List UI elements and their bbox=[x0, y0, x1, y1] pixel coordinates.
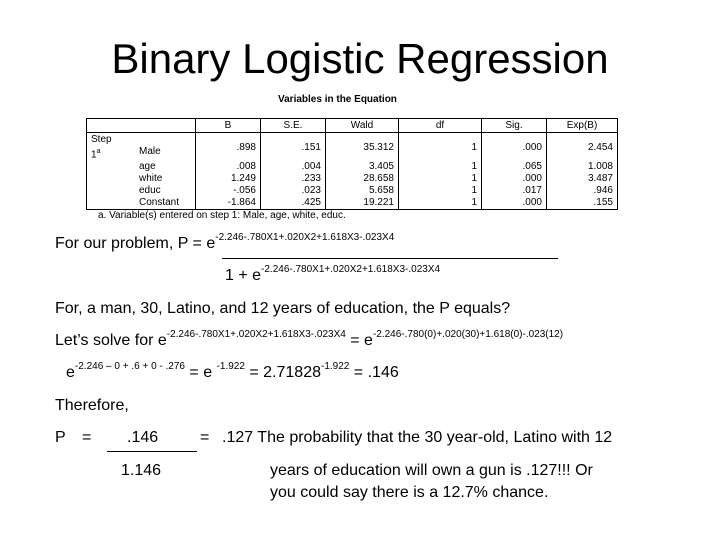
fraction-bar bbox=[222, 258, 558, 259]
table-cell: 28.658 bbox=[326, 173, 399, 185]
result-fraction-bar bbox=[107, 451, 197, 452]
numerator: .146 bbox=[127, 429, 159, 446]
step-cell bbox=[87, 185, 196, 197]
solve-middle: = e bbox=[345, 332, 373, 349]
variable-name: Male bbox=[139, 146, 161, 157]
calc-exponent-1: -2.246 – 0 + .6 + 0 - .276 bbox=[74, 361, 185, 372]
table-cell: .151 bbox=[261, 133, 326, 162]
table-cell: 1 bbox=[399, 185, 482, 197]
table-cell: 1 bbox=[399, 197, 482, 210]
step-footnote-marker: a bbox=[96, 148, 101, 155]
table-row bbox=[87, 161, 618, 173]
table-cell: .023 bbox=[261, 185, 326, 197]
denominator-prefix: 1 + e bbox=[225, 267, 262, 284]
calc-middle-2: = 2.71828 bbox=[244, 364, 321, 381]
step-label bbox=[87, 133, 196, 162]
equals-2: = bbox=[200, 429, 210, 446]
step-cell bbox=[87, 173, 196, 185]
table-cell: 3.405 bbox=[326, 161, 399, 173]
calculation-line bbox=[66, 361, 399, 381]
header-blank bbox=[87, 119, 196, 133]
denominator: 1.146 bbox=[121, 462, 162, 479]
solve-exponent-1: -2.246-.780X1+.020X2+1.618X3-.023X4 bbox=[166, 329, 346, 340]
table-cell: 5.658 bbox=[326, 185, 399, 197]
step-text: Step 1 bbox=[91, 134, 112, 161]
table-cell: .000 bbox=[482, 133, 547, 162]
table-cell: .065 bbox=[482, 161, 547, 173]
variable-name: age bbox=[139, 161, 156, 173]
denominator-line bbox=[225, 264, 441, 284]
result-line-3: you could say there is a 12.7% chance. bbox=[270, 484, 549, 501]
table-row bbox=[87, 185, 618, 197]
table-row bbox=[87, 173, 618, 185]
calc-e: e bbox=[66, 364, 75, 381]
table-cell: .425 bbox=[261, 197, 326, 210]
problem-prefix: For our problem, P = e bbox=[55, 235, 216, 252]
header-se: S.E. bbox=[261, 119, 326, 133]
variable-name: white bbox=[139, 173, 163, 185]
table-cell: 1 bbox=[399, 133, 482, 162]
table-cell: 3.487 bbox=[547, 173, 618, 185]
table-cell: .004 bbox=[261, 161, 326, 173]
variable-name: Constant bbox=[139, 197, 180, 209]
slide-title: Binary Logistic Regression bbox=[111, 35, 609, 82]
table-row bbox=[87, 133, 618, 162]
table-cell: -.056 bbox=[196, 185, 261, 197]
equals-1: = bbox=[82, 429, 92, 446]
coefficients-table bbox=[86, 118, 618, 210]
table-header-row bbox=[87, 119, 618, 133]
solve-line bbox=[55, 329, 564, 349]
denominator-exponent: -2.246-.780X1+.020X2+1.618X3-.023X4 bbox=[261, 264, 441, 275]
calc-exponent-2: -1.922 bbox=[216, 361, 245, 372]
p-label: P bbox=[55, 429, 66, 446]
calc-middle-1: = e bbox=[184, 364, 217, 381]
step-cell bbox=[87, 197, 196, 210]
result-line-2: years of education will own a gun is .127!!! Or bbox=[270, 462, 593, 479]
result-line-1: .127 The probability that the 30 year-old, Latino with 12 bbox=[222, 429, 613, 446]
table-cell: .946 bbox=[547, 185, 618, 197]
header-wald: Wald bbox=[326, 119, 399, 133]
table-cell: 2.454 bbox=[547, 133, 618, 162]
table-cell: .017 bbox=[482, 185, 547, 197]
table-cell: .000 bbox=[482, 197, 547, 210]
header-df: df bbox=[399, 119, 482, 133]
table-footnote: a. Variable(s) entered on step 1: Male, age, white, educ. bbox=[98, 210, 346, 221]
table-cell: 35.312 bbox=[326, 133, 399, 162]
calc-exponent-3: -1.922 bbox=[321, 361, 350, 372]
question-line: For, a man, 30, Latino, and 12 years of education, the P equals? bbox=[55, 300, 511, 317]
table-cell: 1 bbox=[399, 161, 482, 173]
calc-end: = .146 bbox=[349, 364, 399, 381]
table-cell: -1.864 bbox=[196, 197, 261, 210]
table-cell: .000 bbox=[482, 173, 547, 185]
table-cell: 1 bbox=[399, 173, 482, 185]
table-title: Variables in the Equation bbox=[278, 94, 397, 105]
table-cell: 19.221 bbox=[326, 197, 399, 210]
solve-prefix: Let’s solve for e bbox=[55, 332, 167, 349]
variable-name: educ bbox=[139, 185, 161, 197]
table-cell: .233 bbox=[261, 173, 326, 185]
solve-exponent-2: -2.246-.780(0)+.020(30)+1.618(0)-.023(12) bbox=[372, 329, 564, 340]
header-b: B bbox=[196, 119, 261, 133]
table-cell: .155 bbox=[547, 197, 618, 210]
table-cell: 1.249 bbox=[196, 173, 261, 185]
header-expb: Exp(B) bbox=[547, 119, 618, 133]
table-row bbox=[87, 197, 618, 210]
header-sig: Sig. bbox=[482, 119, 547, 133]
step-cell bbox=[87, 161, 196, 173]
table-cell: .898 bbox=[196, 133, 261, 162]
table-cell: .008 bbox=[196, 161, 261, 173]
therefore-line: Therefore, bbox=[55, 397, 129, 414]
table-cell: 1.008 bbox=[547, 161, 618, 173]
problem-line bbox=[55, 232, 395, 252]
problem-exponent: -2.246-.780X1+.020X2+1.618X3-.023X4 bbox=[215, 232, 395, 243]
